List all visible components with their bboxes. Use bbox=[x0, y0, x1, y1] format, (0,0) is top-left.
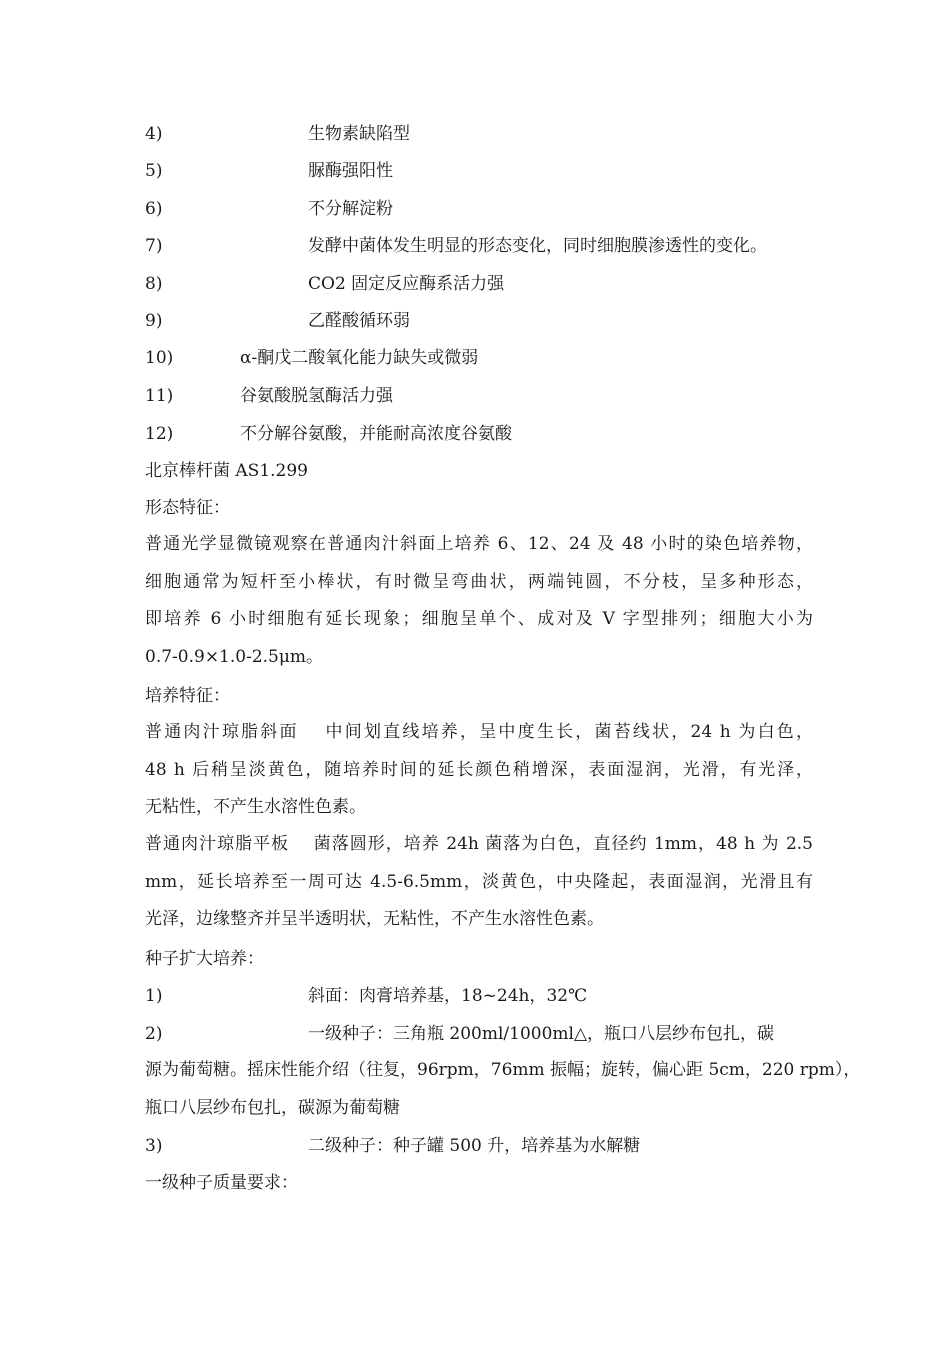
list-text: 一级种子：三角瓶 200ml/1000ml△，瓶口八层纱布包扎，碳 bbox=[308, 1024, 775, 1044]
list-number: 2) bbox=[145, 1024, 163, 1044]
seed-heading: 种子扩大培养： bbox=[145, 949, 264, 969]
paragraph-line: 细胞通常为短杆至小棒状，有时微呈弯曲状，两端钝圆，不分枝，呈多种形态， bbox=[145, 571, 813, 592]
paragraph-line: mm，延长培养至一周可达 4.5-6.5mm，淡黄色，中央隆起，表面湿润，光滑且有 bbox=[145, 871, 813, 892]
list-number: 4) bbox=[145, 124, 163, 144]
paragraph-line: 无粘性，不产生水溶性色素。 bbox=[145, 797, 366, 817]
list-text: 不分解谷氨酸，并能耐高浓度谷氨酸 bbox=[240, 424, 512, 444]
paragraph-line: 普通光学显微镜观察在普通肉汁斜面上培养 6、12、24 及 48 小时的染色培养物， bbox=[145, 534, 813, 554]
quality-heading: 一级种子质量要求： bbox=[145, 1173, 298, 1193]
list-number: 11) bbox=[145, 386, 174, 406]
paragraph-line: 0.7-0.9×1.0-2.5μm。 bbox=[145, 646, 324, 667]
list-text: 斜面：肉膏培养基，18~24h，32℃ bbox=[308, 986, 588, 1006]
list-number: 12) bbox=[145, 424, 174, 444]
list-text: 乙醛酸循环弱 bbox=[308, 311, 410, 331]
list-text: 二级种子：种子罐 500 升，培养基为水解糖 bbox=[308, 1136, 641, 1156]
list-text: 谷氨酸脱氢酶活力强 bbox=[240, 386, 393, 406]
strain-title: 北京棒杆菌 AS1.299 bbox=[145, 461, 308, 481]
list-text: 发酵中菌体发生明显的形态变化，同时细胞膜渗透性的变化。 bbox=[308, 236, 767, 256]
paragraph-line: 瓶口八层纱布包扎，碳源为葡萄糖 bbox=[145, 1097, 400, 1118]
list-text: CO2 固定反应酶系活力强 bbox=[308, 274, 505, 294]
list-number: 5) bbox=[145, 161, 163, 181]
list-text: 不分解淀粉 bbox=[308, 199, 393, 219]
list-number: 9) bbox=[145, 311, 163, 331]
list-number: 7) bbox=[145, 236, 163, 256]
list-text: 生物素缺陷型 bbox=[308, 124, 410, 144]
culture-heading: 培养特征： bbox=[145, 686, 230, 706]
list-number: 8) bbox=[145, 274, 163, 294]
morphology-paragraph bbox=[145, 526, 813, 676]
list-number: 6) bbox=[145, 199, 163, 219]
paragraph-line: 普通肉汁琼脂斜面 中间划直线培养，呈中度生长，菌苔线状，24 h 为白色， bbox=[145, 722, 813, 742]
slant-paragraph bbox=[145, 714, 813, 827]
paragraph-line: 普通肉汁琼脂平板 菌落圆形，培养 24h 菌落为白色，直径约 1mm，48 h 为 2.5 bbox=[145, 834, 813, 854]
plate-paragraph bbox=[145, 826, 813, 939]
list-number: 3) bbox=[145, 1136, 163, 1156]
list-number: 10) bbox=[145, 348, 174, 368]
list-text: 脲酶强阳性 bbox=[308, 161, 393, 181]
list-text: α-酮戊二酸氧化能力缺失或微弱 bbox=[240, 348, 479, 368]
paragraph-line: 光泽，边缘整齐并呈半透明状，无粘性，不产生水溶性色素。 bbox=[145, 909, 604, 929]
seed-2-continuation bbox=[145, 1052, 861, 1127]
morphology-heading: 形态特征： bbox=[145, 498, 230, 518]
paragraph-line: 48 h 后稍呈淡黄色，随培养时间的延长颜色稍增深，表面湿润，光滑，有光泽， bbox=[145, 759, 813, 780]
paragraph-line: 源为葡萄糖。摇床性能介绍（往复，96rpm，76mm 振幅；旋转，偏心距 5cm，220 rpm）， bbox=[145, 1060, 861, 1080]
list-number: 1) bbox=[145, 986, 163, 1006]
paragraph-line: 即培养 6 小时细胞有延长现象；细胞呈单个、成对及 V 字型排列；细胞大小为 bbox=[145, 609, 813, 629]
